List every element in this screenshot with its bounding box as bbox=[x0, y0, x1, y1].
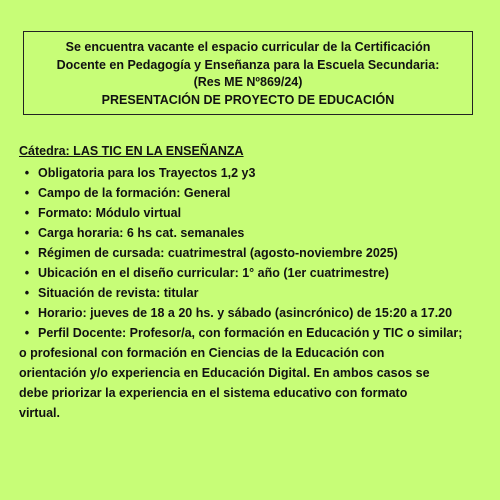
list-item-text: Obligatoria para los Trayectos 1,2 y3 bbox=[38, 166, 256, 180]
list-item-text: Carga horaria: 6 hs cat. semanales bbox=[38, 226, 245, 240]
bullet-icon: • bbox=[24, 186, 30, 200]
perfil-line-3: orientación y/o experiencia en Educación Digital. En ambos casos se bbox=[19, 366, 430, 380]
header-line-1: Se encuentra vacante el espacio curricular de la Certificación bbox=[65, 40, 431, 54]
list-item bbox=[19, 243, 489, 263]
list-item-text: Situación de revista: titular bbox=[38, 286, 199, 300]
bullet-icon: • bbox=[24, 326, 30, 340]
header-line-4: PRESENTACIÓN DE PROYECTO DE EDUCACIÓN bbox=[101, 92, 395, 107]
bullet-icon: • bbox=[24, 166, 30, 180]
bullet-icon: • bbox=[24, 226, 30, 240]
perfil-docente-item bbox=[19, 323, 489, 423]
list-item bbox=[19, 203, 489, 223]
perfil-line-1: Perfil Docente: Profesor/a, con formación en Educación y TIC o similar; bbox=[38, 326, 463, 340]
list-item bbox=[19, 183, 489, 203]
list-item bbox=[19, 303, 489, 323]
list-item-text: Horario: jueves de 18 a 20 hs. y sábado (asincrónico) de 15:20 a 17.20 bbox=[38, 306, 453, 320]
list-item-text: Formato: Módulo virtual bbox=[38, 206, 182, 220]
bullet-icon: • bbox=[24, 246, 30, 260]
list-item bbox=[19, 263, 489, 283]
header-line-2: Docente en Pedagogía y Enseñanza para la Escuela Secundaria: bbox=[56, 57, 440, 72]
course-details-list bbox=[19, 163, 489, 423]
bullet-icon: • bbox=[24, 266, 30, 280]
bullet-icon: • bbox=[24, 306, 30, 320]
catedra-title: Cátedra: LAS TIC EN LA ENSEÑANZA bbox=[19, 144, 244, 158]
perfil-line-2: o profesional con formación en Ciencias de la Educación con bbox=[19, 346, 385, 360]
bullet-icon: • bbox=[24, 206, 30, 220]
list-item bbox=[19, 223, 489, 243]
announcement-header-box bbox=[23, 31, 473, 115]
list-item-text: Régimen de cursada: cuatrimestral (agosto-noviembre 2025) bbox=[38, 246, 398, 260]
list-item bbox=[19, 163, 489, 183]
perfil-line-4: debe priorizar la experiencia en el sistema educativo con formato bbox=[19, 386, 408, 400]
list-item bbox=[19, 283, 489, 303]
course-details bbox=[19, 141, 489, 423]
list-item-text: Ubicación en el diseño curricular: 1° año (1er cuatrimestre) bbox=[38, 266, 389, 280]
header-line-3: (Res ME Nº869/24) bbox=[193, 75, 303, 89]
perfil-line-5: virtual. bbox=[19, 406, 60, 420]
bullet-icon: • bbox=[24, 286, 30, 300]
list-item-text: Campo de la formación: General bbox=[38, 186, 231, 200]
